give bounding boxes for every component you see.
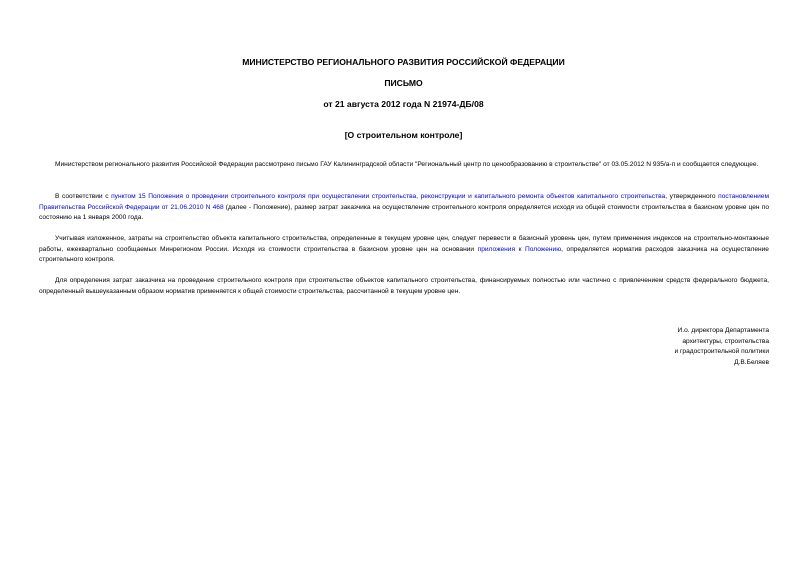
paragraph-2-end: (далее - Положение), размер затрат заказчика на осуществление строительного контроля определяется исходя из общей стоимости строительства в базисном уровне цен по состоянию на 1 января 2000 года. (39, 203, 769, 221)
paragraph-2-mid: , утвержденного (665, 193, 719, 200)
signature-position-line-1: И.о. директора Департамента (677, 327, 769, 334)
paragraph-4: Для определения затрат заказчика на проведение строительного контроля при строительстве объектов капитального строительства, финансируемых полностью или частично с привлечением средств федерального бюджета, определенный вышеуказанным образом норматив применяется к общей стоимости строительства, рассчитанной в текущем уровне цен. (39, 277, 769, 295)
signature-name: Д.В.Беляев (734, 358, 769, 366)
link-regulation-appendix[interactable]: приложения к Положению (477, 245, 562, 253)
link-regulation-clause-15[interactable]: пунктом 15 Положения о проведении строительного контроля при осуществлении строительства, реконструкции и капитального ремонта объектов капитального строительства (111, 193, 666, 200)
paragraph-2 (39, 192, 769, 224)
paragraph-2-start: В соответствии с (55, 193, 112, 200)
signature-block (675, 326, 770, 368)
ministry-title: МИНИСТЕРСТВО РЕГИОНАЛЬНОГО РАЗВИТИЯ РОССИЙСКОЙ ФЕДЕРАЦИИ (242, 57, 565, 67)
paragraph-3 (39, 234, 769, 266)
document-date-number: от 21 августа 2012 года N 21974-ДБ/08 (323, 99, 484, 109)
signature-position-line-2: архитектуры, строительства (682, 337, 769, 345)
document-type: ПИСЬМО (384, 78, 423, 88)
signature-position-line-3: и градостроительной политики (674, 348, 769, 356)
paragraph-3-start: Учитывая изложенное, затраты на строительство объекта капитального строительства, определенные в текущем уровне цен, следует перевести в базисный уровень цен, путем применения индексов на строительно-монтажные работы, ежеквартально сообщаемых Минрегионом России. Исходя из стоимости строительства в базисном уровне цен на основании (39, 235, 769, 253)
document-subject: [О строительном контроле] (344, 130, 463, 140)
paragraph-3-end: , определяется норматив расходов заказчика на осуществление строительного контроля. (39, 245, 769, 263)
link-government-decree[interactable]: постановлением Правительства Российской Федерации от 21.06.2010 N 468 (39, 193, 769, 211)
paragraph-1: Министерством регионального развития Российской Федерации рассмотрено письмо ГАУ Калининградской области "Региональный центр по ценообразованию в строительстве" от 03.05.2012 N 935/а-п и сообщается следующее. (55, 161, 759, 168)
